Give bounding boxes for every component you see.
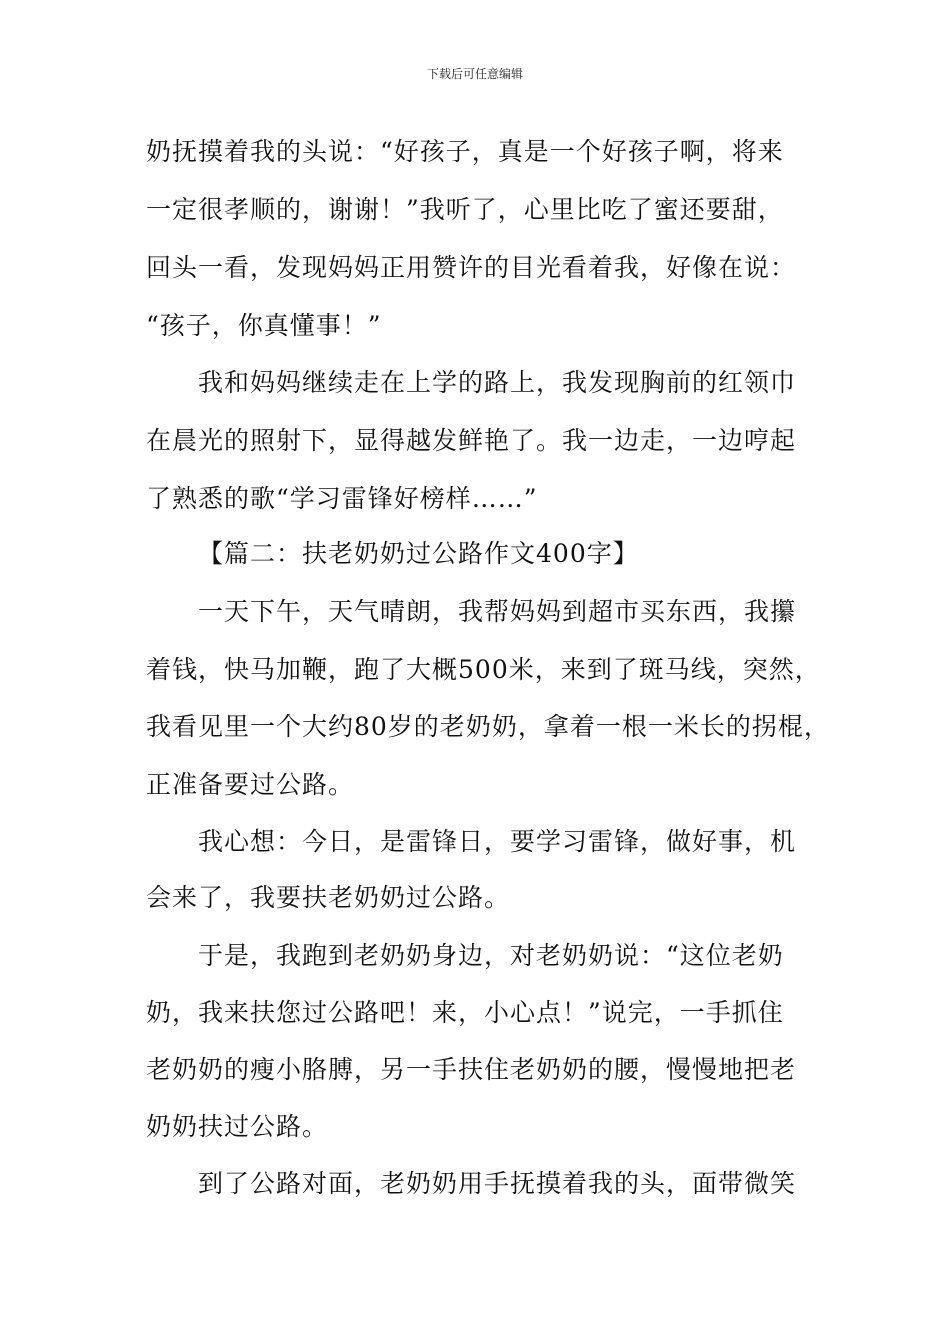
text-line: 我看见里一个大约80岁的老奶奶，拿着一根一米长的拐棍， <box>146 712 830 741</box>
page-header: 下载后可任意编辑 <box>426 67 523 81</box>
text-line: 奶奶扶过公路。 <box>146 1112 329 1141</box>
text-line: 一天下午，天气晴朗，我帮妈妈到超市买东西，我攥 <box>198 597 797 626</box>
text-line: 于是，我跑到老奶奶身边，对老奶奶说：“这位老奶 <box>198 941 784 970</box>
text-line: 奶抚摸着我的头说：“好孩子，真是一个好孩子啊，将来 <box>146 137 784 166</box>
text-line: 着钱，快马加鞭，跑了大概500米，来到了斑马线，突然， <box>146 655 821 684</box>
text-line: 在晨光的照射下，显得越发鲜艳了。我一边走，一边哼起 <box>146 426 797 455</box>
text-line: 奶，我来扶您过公路吧！来，小心点！”说完，一手抓住 <box>146 998 784 1027</box>
text-line: 我心想：今日，是雷锋日，要学习雷锋，做好事，机 <box>198 827 797 856</box>
text-line: “孩子，你真懂事！” <box>146 311 382 340</box>
text-line: 了熟悉的歌“学习雷锋好榜样……” <box>146 484 538 513</box>
text-line: 我和妈妈继续走在上学的路上，我发现胸前的红领巾 <box>198 368 797 397</box>
section-heading: 【篇二：扶老奶奶过公路作文400字】 <box>198 539 639 568</box>
text-line: 到了公路对面，老奶奶用手抚摸着我的头，面带微笑 <box>198 1169 797 1198</box>
text-line: 老奶奶的瘦小胳膊，另一手扶住老奶奶的腰，慢慢地把老 <box>146 1055 797 1084</box>
text-line: 会来了，我要扶老奶奶过公路。 <box>146 883 511 912</box>
text-line: 正准备要过公路。 <box>146 770 355 799</box>
text-line: 回头一看，发现妈妈正用赞许的目光看着我，好像在说： <box>146 253 797 282</box>
text-line: 一定很孝顺的，谢谢！”我听了，心里比吃了蜜还要甜， <box>146 195 784 224</box>
